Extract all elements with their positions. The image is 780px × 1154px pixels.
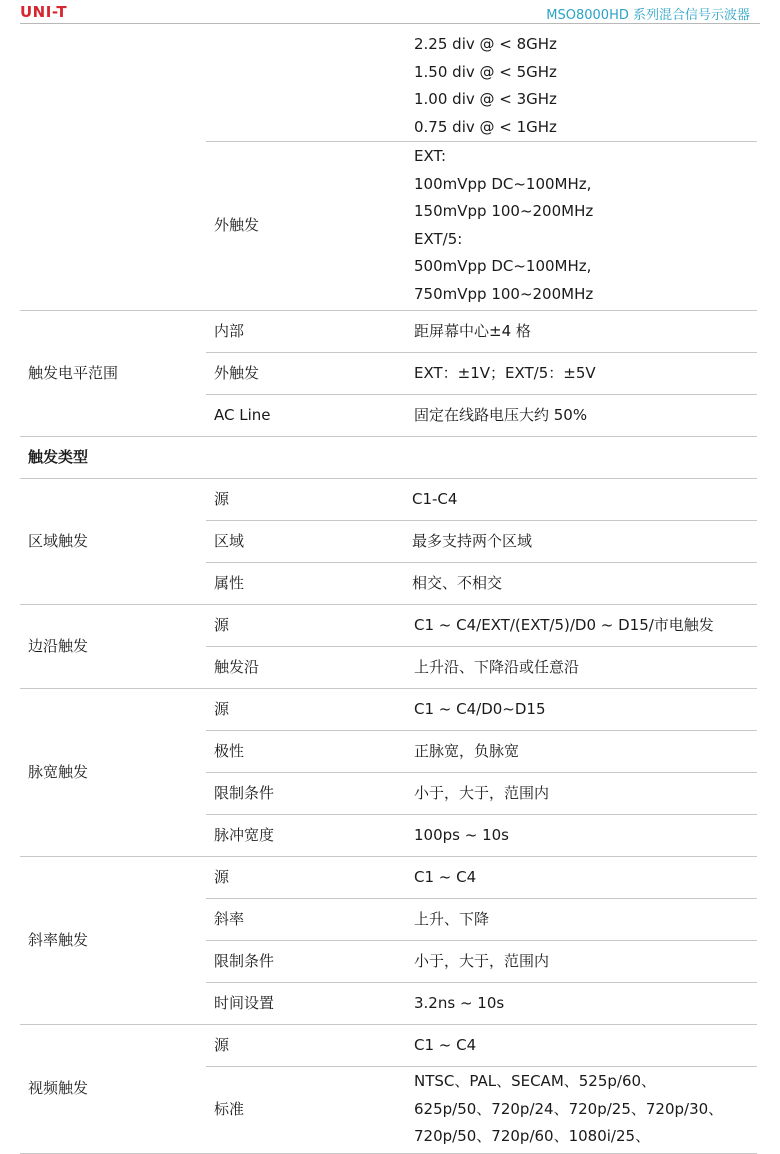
spec-label: 源 bbox=[206, 479, 406, 521]
spec-value: 小于，大于，范围内 bbox=[406, 773, 757, 815]
spec-label: 源 bbox=[206, 605, 406, 647]
spec-value: EXT：±1V；EXT/5：±5V bbox=[406, 353, 757, 395]
spec-group-label: 触发电平范围 bbox=[20, 311, 206, 437]
spec-label: 极性 bbox=[206, 731, 406, 773]
spec-label: 源 bbox=[206, 857, 406, 899]
spec-value: C1-C4 bbox=[406, 479, 757, 521]
spec-label: 区域 bbox=[206, 521, 406, 563]
spec-label: 属性 bbox=[206, 563, 406, 605]
value-line: 2.25 div @ < 8GHz bbox=[414, 35, 557, 53]
spec-label: 外触发 bbox=[206, 353, 406, 395]
spec-label: 源 bbox=[206, 1025, 406, 1067]
spec-group-label: 斜率触发 bbox=[20, 857, 206, 1025]
value-line: NTSC、PAL、SECAM、525p/60、 bbox=[414, 1072, 657, 1090]
spec-value bbox=[406, 1067, 757, 1154]
spec-label: 内部 bbox=[206, 311, 406, 353]
spec-value: C1 ~ C4/EXT/(EXT/5)/D0 ~ D15/市电触发 bbox=[406, 605, 757, 647]
spec-value: 最多支持两个区域 bbox=[406, 521, 757, 563]
table-row bbox=[20, 311, 757, 353]
spec-group-cell bbox=[20, 142, 206, 311]
value-line: 100mVpp DC~100MHz, bbox=[414, 174, 592, 193]
spec-table bbox=[20, 29, 757, 1154]
spec-label: 限制条件 bbox=[206, 941, 406, 983]
spec-value: 相交、不相交 bbox=[406, 563, 757, 605]
spec-value: 正脉宽，负脉宽 bbox=[406, 731, 757, 773]
spec-label: 限制条件 bbox=[206, 773, 406, 815]
spec-value: 100ps ~ 10s bbox=[406, 815, 757, 857]
table-row bbox=[20, 1025, 757, 1067]
spec-group-label: 视频触发 bbox=[20, 1025, 206, 1154]
spec-group-cell bbox=[20, 29, 206, 142]
spec-group-label: 边沿触发 bbox=[20, 605, 206, 689]
value-line: EXT/5: bbox=[414, 229, 463, 248]
spec-value: C1 ~ C4/D0~D15 bbox=[406, 689, 757, 731]
document-title: MSO8000HD 系列混合信号示波器 bbox=[546, 8, 750, 23]
table-row bbox=[20, 605, 757, 647]
spec-value: 小于，大于，范围内 bbox=[406, 941, 757, 983]
value-line: 720p/50、720p/60、1080i/25、 bbox=[414, 1127, 651, 1145]
spec-label: 脉冲宽度 bbox=[206, 815, 406, 857]
value-line: 625p/50、720p/24、720p/25、720p/30、 bbox=[414, 1099, 724, 1118]
section-title: 触发类型 bbox=[20, 437, 757, 479]
spec-group-label: 区域触发 bbox=[20, 479, 206, 605]
table-row bbox=[20, 29, 757, 142]
spec-label bbox=[206, 29, 406, 142]
value-line: EXT: bbox=[414, 147, 447, 165]
spec-label: 源 bbox=[206, 689, 406, 731]
spec-value bbox=[406, 29, 757, 142]
table-row bbox=[20, 479, 757, 521]
spec-value bbox=[406, 142, 757, 311]
spec-label: AC Line bbox=[206, 395, 406, 437]
spec-label: 斜率 bbox=[206, 899, 406, 941]
value-line: 500mVpp DC~100MHz, bbox=[414, 257, 592, 275]
header-divider bbox=[20, 23, 760, 24]
spec-group-label: 脉宽触发 bbox=[20, 689, 206, 857]
section-row bbox=[20, 437, 757, 479]
spec-label: 时间设置 bbox=[206, 983, 406, 1025]
value-line: 750mVpp 100~200MHz bbox=[414, 284, 594, 303]
spec-value: C1 ~ C4 bbox=[406, 857, 757, 899]
page-header bbox=[0, 0, 780, 28]
spec-label: 外触发 bbox=[206, 142, 406, 311]
spec-value: 上升、下降 bbox=[406, 899, 757, 941]
value-line: 0.75 div @ < 1GHz bbox=[414, 117, 557, 136]
brand-logo: UNI-T bbox=[20, 3, 68, 21]
spec-value: C1 ~ C4 bbox=[406, 1025, 757, 1067]
value-line: 150mVpp 100~200MHz bbox=[414, 202, 594, 220]
table-row bbox=[20, 689, 757, 731]
value-line: 1.00 div @ < 3GHz bbox=[414, 90, 557, 108]
value-line: 1.50 div @ < 5GHz bbox=[414, 62, 557, 81]
spec-value: 距屏幕中心±4 格 bbox=[406, 311, 757, 353]
spec-label: 标准 bbox=[206, 1067, 406, 1154]
spec-label: 触发沿 bbox=[206, 647, 406, 689]
spec-value: 固定在线路电压大约 50% bbox=[406, 395, 757, 437]
spec-value: 3.2ns ~ 10s bbox=[406, 983, 757, 1025]
table-row bbox=[20, 142, 757, 311]
spec-value: 上升沿、下降沿或任意沿 bbox=[406, 647, 757, 689]
table-row bbox=[20, 857, 757, 899]
